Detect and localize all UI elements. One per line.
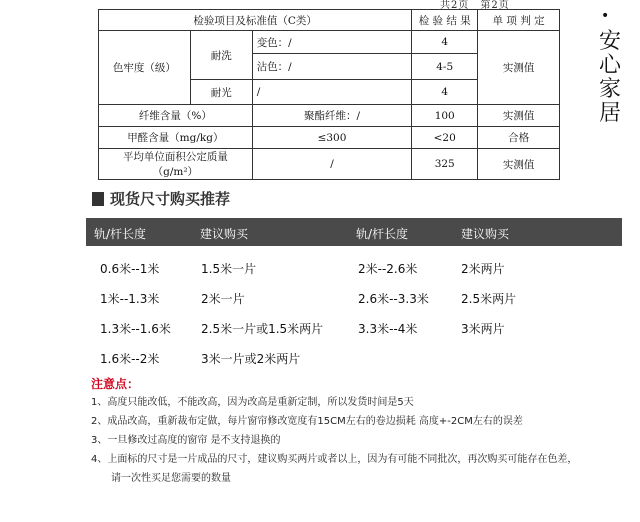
- note-item: 4、上面标的尺寸是一片成品的尺寸，建议购买两片或者以上，因为有可能不同批次，再次购买可能存在色差，: [91, 454, 578, 465]
- header-buy-1: 建议购买: [200, 227, 249, 241]
- rec-length: 1.3米--1.6米: [100, 322, 171, 336]
- fiber-result: 100: [412, 105, 478, 127]
- rec-buy: 2米一片: [201, 292, 245, 306]
- formaldehyde-std: ≤300: [252, 127, 412, 149]
- notes-title: 注意点：: [91, 377, 140, 391]
- header-item: 检验项目及标准值（C类）: [99, 10, 412, 31]
- recommendation-header: [86, 218, 622, 246]
- section-title: [92, 188, 230, 209]
- light-value: /: [252, 80, 412, 105]
- mass-judge: 实测值: [478, 149, 560, 180]
- rec-buy: 2.5米一片或1.5米两片: [201, 322, 324, 336]
- light-label: 耐光: [190, 80, 252, 105]
- rec-length: 2.6米--3.3米: [358, 292, 429, 306]
- header-buy-2: 建议购买: [461, 227, 510, 241]
- rec-length: 1米--1.3米: [100, 292, 160, 306]
- rec-length: 2米--2.6米: [358, 262, 418, 276]
- brand-char: 家: [598, 77, 621, 102]
- discolor-label: 变色：/: [252, 31, 412, 54]
- color-judge: 实测值: [478, 31, 560, 105]
- stain-result: 4-5: [412, 54, 478, 80]
- discolor-result: 4: [412, 31, 478, 54]
- table-row: [99, 127, 560, 149]
- note-item: 1、高度只能改低，不能改高，因为改高是重新定制，所以发货时间是5天: [91, 397, 414, 408]
- square-bullet-icon: [92, 192, 104, 206]
- table-row: [99, 31, 560, 54]
- header-length-1: 轨/杆长度: [94, 227, 147, 241]
- fiber-detail: 聚酯纤维：/: [252, 105, 412, 127]
- rec-buy: 3米两片: [461, 322, 505, 336]
- brand-char: 居: [598, 101, 621, 126]
- rec-buy: 1.5米一片: [201, 262, 257, 276]
- light-result: 4: [412, 80, 478, 105]
- rec-buy: 3米一片或2米两片: [201, 352, 301, 366]
- brand-char: 安: [598, 29, 621, 54]
- formaldehyde-label: 甲醛含量（mg/kg）: [99, 127, 253, 149]
- header-judge: 单 项 判 定: [478, 10, 560, 31]
- table-row: [99, 105, 560, 127]
- brand-char: 心: [598, 53, 621, 78]
- table-row: [99, 149, 560, 180]
- rec-length: 1.6米--2米: [100, 352, 160, 366]
- fiber-label: 纤维含量（%）: [99, 105, 253, 127]
- header-result: 检 验 结 果: [412, 10, 478, 31]
- rec-buy: 2米两片: [461, 262, 505, 276]
- color-fastness-label: 色牢度（级）: [99, 31, 191, 105]
- brand-title: [598, 30, 622, 126]
- section-title-text: 现货尺寸购买推荐: [110, 190, 231, 208]
- rec-length: 0.6米--1米: [100, 262, 160, 276]
- mass-std: /: [252, 149, 412, 180]
- header-length-2: 轨/杆长度: [356, 227, 409, 241]
- table-header-row: [99, 10, 560, 31]
- note-item: 3、一旦修改过高度的窗帘 是不支持退换的: [91, 435, 281, 446]
- rec-length: 3.3米--4米: [358, 322, 418, 336]
- note-item: 请一次性买足您需要的数量: [91, 473, 231, 484]
- note-item: 2、成品改高，重新裁布定做，每片窗帘修改宽度有15CM左右的卷边损耗 高度+-2CM左右的误差: [91, 416, 523, 427]
- fiber-judge: 实测值: [478, 105, 560, 127]
- stain-label: 沾色：/: [252, 54, 412, 80]
- rec-buy: 2.5米两片: [461, 292, 517, 306]
- inspection-table: [98, 9, 560, 180]
- page-number: 共2页 第2页: [440, 0, 510, 11]
- mass-result: 325: [412, 149, 478, 180]
- bullet-dot-icon: •: [601, 8, 610, 24]
- formaldehyde-judge: 合格: [478, 127, 560, 149]
- formaldehyde-result: <20: [412, 127, 478, 149]
- wash-label: 耐洗: [190, 31, 252, 80]
- mass-label: 平均单位面积公定质量（g/m²）: [99, 149, 253, 180]
